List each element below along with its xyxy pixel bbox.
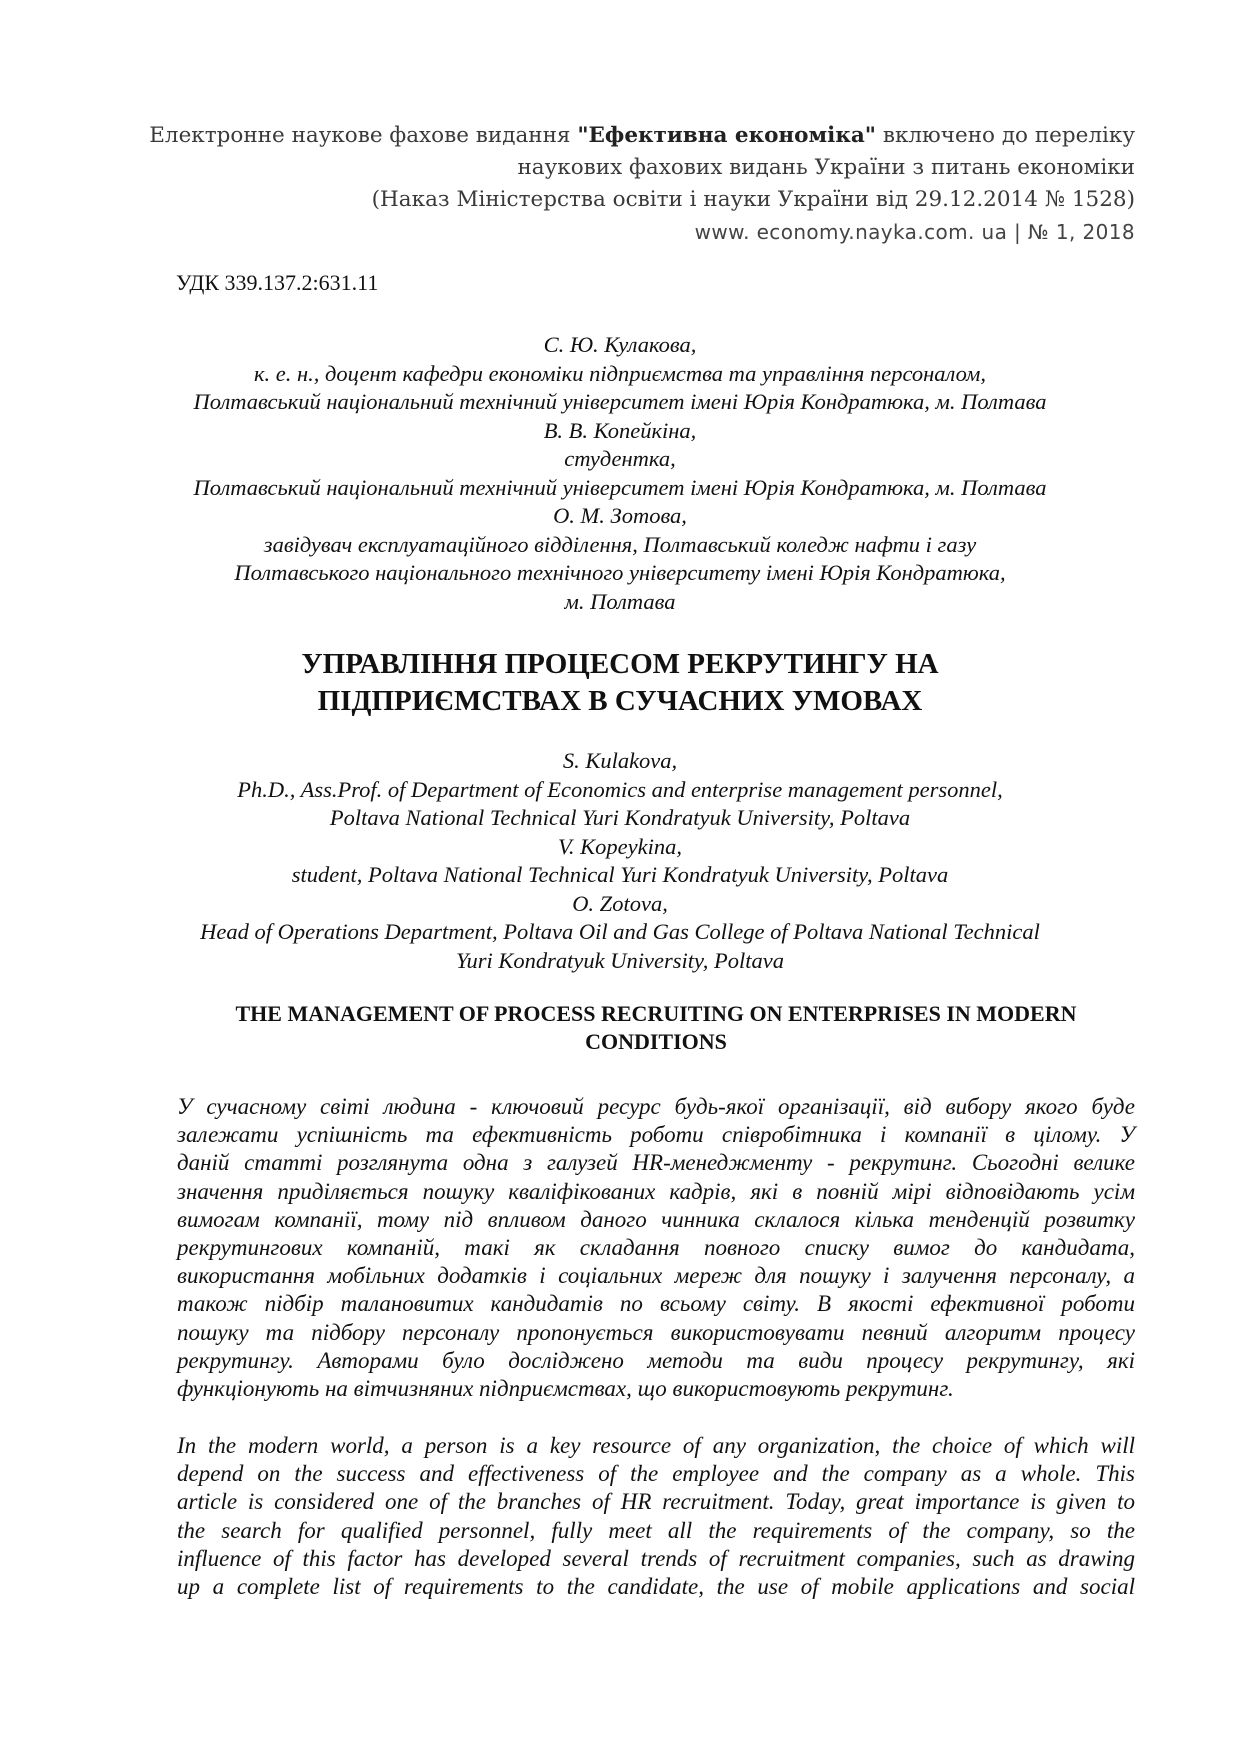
abstract-line: influence of this factor has developed several trends of recruitment companies, such as drawing <box>177 1545 1135 1571</box>
author-line: O. Zotova, <box>572 890 668 916</box>
udc-code: УДК 339.137.2:631.11 <box>176 270 379 295</box>
author-line: к. е. н., доцент кафедри економіки підприємства та управління персоналом, <box>253 360 987 386</box>
title-line: CONDITIONS <box>585 1029 727 1054</box>
title-line: THE MANAGEMENT OF PROCESS RECRUITING ON ENTERPRISES IN MODERN <box>235 1001 1077 1026</box>
authors-ukrainian <box>120 331 1120 616</box>
title-line: УПРАВЛІННЯ ПРОЦЕСОМ РЕКРУТИНГУ НА <box>301 648 939 680</box>
author-line: О. М. Зотова, <box>553 503 687 528</box>
abstract-line: також підбір талановитих кандидатів по всьому світу. В якості ефективної роботи <box>177 1291 1135 1317</box>
abstract-line: up a complete list of requirements to the candidate, the use of mobile applications and social <box>177 1573 1135 1599</box>
abstract-ukrainian <box>177 1093 1135 1403</box>
abstract-line: In the modern world, a person is a key resource of any organization, the choice of which will <box>177 1433 1135 1458</box>
journal-header-line-2: наукових фахових видань України з питань економіки <box>517 155 1135 180</box>
journal-name: "Ефективна економіка" <box>577 123 877 148</box>
abstract-line: функціонують на вітчизняних підприємствах, що використовують рекрутинг. <box>177 1375 954 1401</box>
abstract-line: the search for qualified personnel, fully meet all the requirements of the company, so the <box>177 1517 1135 1543</box>
abstract-line: пошуку та підбору персоналу пропонується використовувати певний алгоритм процесу <box>177 1319 1135 1345</box>
abstract-line: article is considered one of the branches of HR recruitment. Today, great importance is given to <box>177 1489 1135 1515</box>
author-line: Ph.D., Ass.Prof. of Department of Economics and enterprise management personnel, <box>237 776 1003 802</box>
abstract-line: використання мобільних додатків і соціальних мереж для пошуку і залучення персоналу, а <box>177 1263 1135 1289</box>
author-line: Yuri Kondratyuk University, Poltava <box>456 947 784 973</box>
journal-header <box>135 120 1135 248</box>
abstract-line: даній статті розглянута одна з галузей HR-менеджменту - рекрутинг. Сьогодні велике <box>177 1150 1135 1176</box>
author-line: м. Полтава <box>564 588 676 614</box>
author-line: V. Kopeykina, <box>558 833 682 859</box>
author-line: С. Ю. Кулакова, <box>543 332 697 357</box>
author-line: Полтавський національний технічний університет імені Юрія Кондратюка, м. Полтава <box>193 474 1047 500</box>
authors-english <box>120 747 1120 975</box>
abstract-line: У сучасному світі людина - ключовий ресурс будь-якої організації, від вибору якого буде <box>177 1094 1135 1119</box>
author-line: Полтавський національний технічний університет імені Юрія Кондратюка, м. Полтава <box>193 389 1047 414</box>
author-line: студентка, <box>564 446 676 471</box>
author-line: S. Kulakova, <box>562 748 678 773</box>
title-line: ПІДПРИЄМСТВАХ В СУЧАСНИХ УМОВАХ <box>317 685 923 717</box>
author-line: student, Poltava National Technical Yuri Kondratyuk University, Poltava <box>291 862 949 887</box>
author-line: Head of Operations Department, Poltava Oil and Gas College of Poltava National Technical <box>200 919 1040 944</box>
article-title-ukrainian <box>120 646 1120 720</box>
abstract-english <box>177 1432 1135 1601</box>
abstract-line: рекрутингових компаній, такі як складання повного списку вимог до кандидата, <box>177 1234 1135 1260</box>
author-line: Полтавського національного технічного університету імені Юрія Кондратюка, <box>234 560 1006 585</box>
journal-header-line-3: (Наказ Міністерства освіти і науки України від 29.12.2014 № 1528) <box>371 187 1135 212</box>
abstract-line: depend on the success and effectiveness of the employee and the company as a whole. This <box>177 1461 1135 1487</box>
author-line: завідувач експлуатаційного відділення, Полтавський коледж нафти і газу <box>263 531 977 557</box>
author-line: В. В. Копейкіна, <box>543 417 697 443</box>
abstract-line: вимогам компанії, тому під впливом даного чинника склалося кілька тенденцій розвитку <box>177 1206 1135 1232</box>
journal-website-issue: www. economy.nayka.com. ua | № 1, 2018 <box>694 220 1135 244</box>
abstract-line: залежати успішність та ефективність роботи співробітника і компанії в цілому. У <box>177 1122 1135 1148</box>
author-line: Poltava National Technical Yuri Kondratyuk University, Poltava <box>329 805 911 830</box>
abstract-line: рекрутингу. Авторами було досліджено методи та види процесу рекрутингу, які <box>177 1347 1135 1373</box>
journal-header-line-1: Електронне наукове фахове видання "Ефективна економіка" включено до переліку <box>149 123 1135 148</box>
article-title-english <box>176 1000 1136 1056</box>
abstract-line: значення приділяється пошуку кваліфікованих кадрів, які в повній мірі відповідають усім <box>177 1178 1135 1204</box>
